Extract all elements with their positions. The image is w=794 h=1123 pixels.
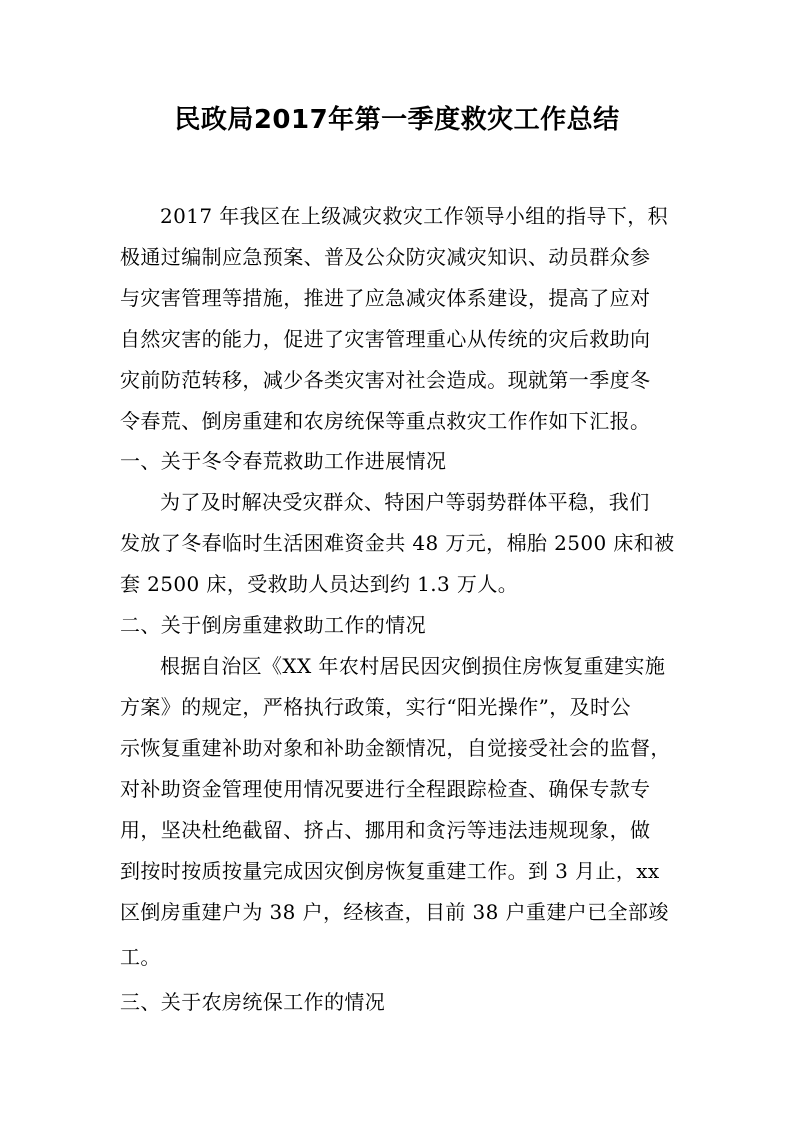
section-1-line-3: 套 2500 床，受救助人员达到约 1.3 万人。 [120, 572, 519, 596]
section-2-line-4: 对补助资金管理使用情况要进行全程跟踪检查、确保专款专 [120, 777, 651, 801]
section-1-line-1: 为了及时解决受灾群众、特困户等弱势群体平稳，我们 [160, 490, 650, 514]
section-2-line-7: 区倒房重建户为 38 户，经核查，目前 38 户重建户已全部竣 [120, 900, 669, 924]
intro-line-4: 自然灾害的能力，促进了灾害管理重心从传统的灾后救助向 [120, 327, 651, 351]
section-2-line-5: 用，坚决杜绝截留、挤占、挪用和贪污等违法违规现象，做 [120, 818, 651, 842]
section-2-line-1: 根据自治区《XX 年农村居民因灾倒损住房恢复重建实施 [160, 654, 666, 678]
intro-line-5: 灾前防范转移，减少各类灾害对社会造成。现就第一季度冬 [120, 368, 651, 392]
section-2-line-6: 到按时按质按量完成因灾倒房恢复重建工作。到 3 月止，xx [120, 859, 660, 883]
section-1-heading: 一、关于冬令春荒救助工作进展情况 [120, 449, 447, 473]
section-2-heading: 二、关于倒房重建救助工作的情况 [120, 613, 426, 637]
intro-line-6: 令春荒、倒房重建和农房统保等重点救灾工作作如下汇报。 [120, 409, 651, 433]
section-2-line-8: 工。 [120, 945, 161, 969]
section-2-line-2: 方案》的规定，严格执行政策，实行“阳光操作”，及时公 [120, 695, 631, 719]
intro-line-1: 2017 年我区在上级减灾救灾工作领导小组的指导下，积 [160, 204, 669, 228]
section-3-heading: 三、关于农房统保工作的情况 [120, 990, 386, 1014]
section-2-line-3: 示恢复重建补助对象和补助金额情况，自觉接受社会的监督， [120, 736, 671, 760]
intro-line-3: 与灾害管理等措施，推进了应急减灾体系建设，提高了应对 [120, 286, 651, 310]
section-1-line-2: 发放了冬春临时生活困难资金共 48 万元，棉胎 2500 床和被 [120, 531, 675, 555]
document-title: 民政局2017年第一季度救灾工作总结 [174, 105, 620, 135]
intro-line-2: 极通过编制应急预案、普及公众防灾减灾知识、动员群众参 [120, 245, 651, 269]
